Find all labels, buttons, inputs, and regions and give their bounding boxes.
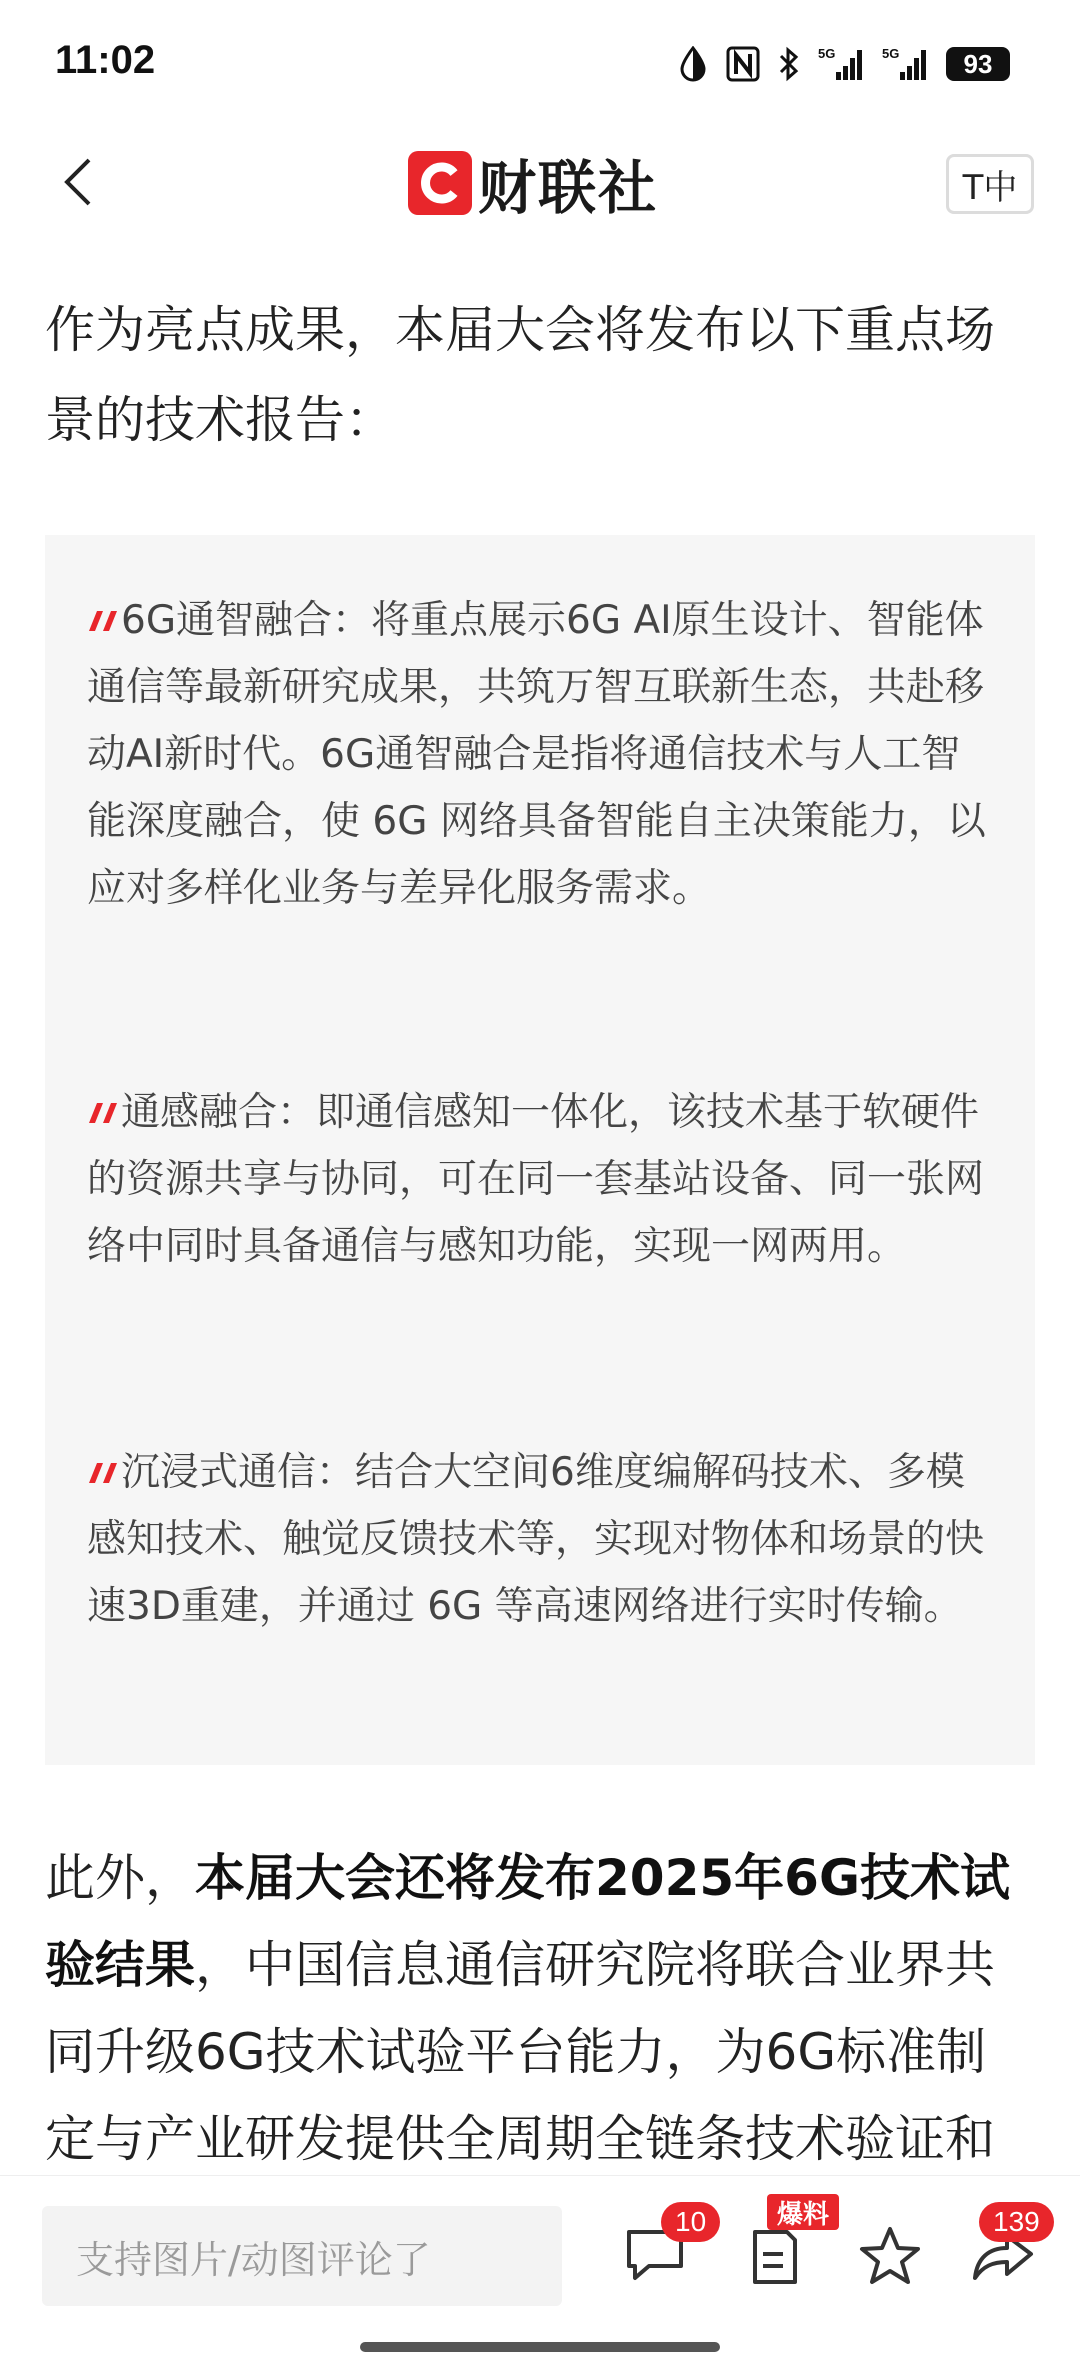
baoliao-tag: 爆料 <box>767 2194 839 2230</box>
nfc-icon <box>726 46 760 82</box>
quote-mark-icon <box>87 1077 117 1144</box>
font-size-button[interactable]: T中 <box>946 154 1034 214</box>
star-icon <box>858 2225 922 2287</box>
status-time: 11:02 <box>55 38 156 82</box>
chevron-left-icon <box>61 156 95 208</box>
brand-logo <box>408 148 659 222</box>
extra-rest: ，中国信息通信研究院将联合业界共同升级6G技术试验平台能力，为6G标准制定与产业研发提供全周期全链条技术验证和 <box>45 1936 995 2168</box>
header <box>0 130 1080 240</box>
bluetooth-icon <box>778 46 800 82</box>
share-button[interactable] <box>963 2206 1043 2296</box>
status-bar <box>0 0 1080 120</box>
quote-text: 6G通智融合：将重点展示6G AI原生设计、智能体通信等最新研究成果，共筑万智互联新生态，共赴移动AI新时代。6G通智融合是指将通信技术与人工智能深度融合，使 6G 网络具备智能自主决策能力，以应对多样化业务与差异化服务需求。 <box>87 598 986 911</box>
comment-input[interactable]: 支持图片/动图评论了 <box>42 2206 562 2306</box>
baoliao-icon <box>747 2224 803 2288</box>
battery-indicator: 93 <box>946 47 1010 81</box>
quote-item <box>87 1437 993 1640</box>
status-icons <box>678 42 1010 86</box>
quote-mark-icon <box>87 585 117 652</box>
quote-item <box>87 1077 993 1280</box>
home-indicator[interactable] <box>360 2342 720 2352</box>
quote-item <box>87 585 993 922</box>
brand-logo-mark <box>408 151 472 215</box>
quote-text: 沉浸式通信：结合大空间6维度编解码技术、多模感知技术、触觉反馈技术等，实现对物体和场景的快速3D重建，并通过 6G 等高速网络进行实时传输。 <box>87 1450 985 1629</box>
extra-bold: 本届大会还将发布2025年6G技术试验结果 <box>45 1849 1010 1994</box>
article-body <box>45 285 1035 465</box>
quote-block <box>45 535 1035 1765</box>
svg-text:5G: 5G <box>882 46 900 61</box>
signal-icon-2 <box>882 46 928 82</box>
signal-icon-1 <box>818 46 864 82</box>
quote-mark-icon <box>87 1437 117 1504</box>
quote-text: 通感融合：即通信感知一体化，该技术基于软硬件的资源共享与协同，可在同一套基站设备、同一张网络中同时具备通信与感知功能，实现一网两用。 <box>87 1090 985 1269</box>
favorite-button[interactable] <box>850 2216 930 2296</box>
brand-name: 财联社 <box>478 154 659 222</box>
baoliao-button[interactable] <box>735 2199 830 2296</box>
back-button[interactable] <box>48 152 108 212</box>
share-count-badge: 139 <box>979 2202 1054 2242</box>
data-saver-icon <box>678 46 708 82</box>
comment-button[interactable] <box>615 2206 707 2296</box>
extra-prefix: 此外， <box>45 1849 195 1907</box>
comment-count-badge: 10 <box>661 2202 720 2242</box>
svg-text:5G: 5G <box>818 46 836 61</box>
intro-paragraph: 作为亮点成果，本届大会将发布以下重点场景的技术报告： <box>45 301 995 449</box>
